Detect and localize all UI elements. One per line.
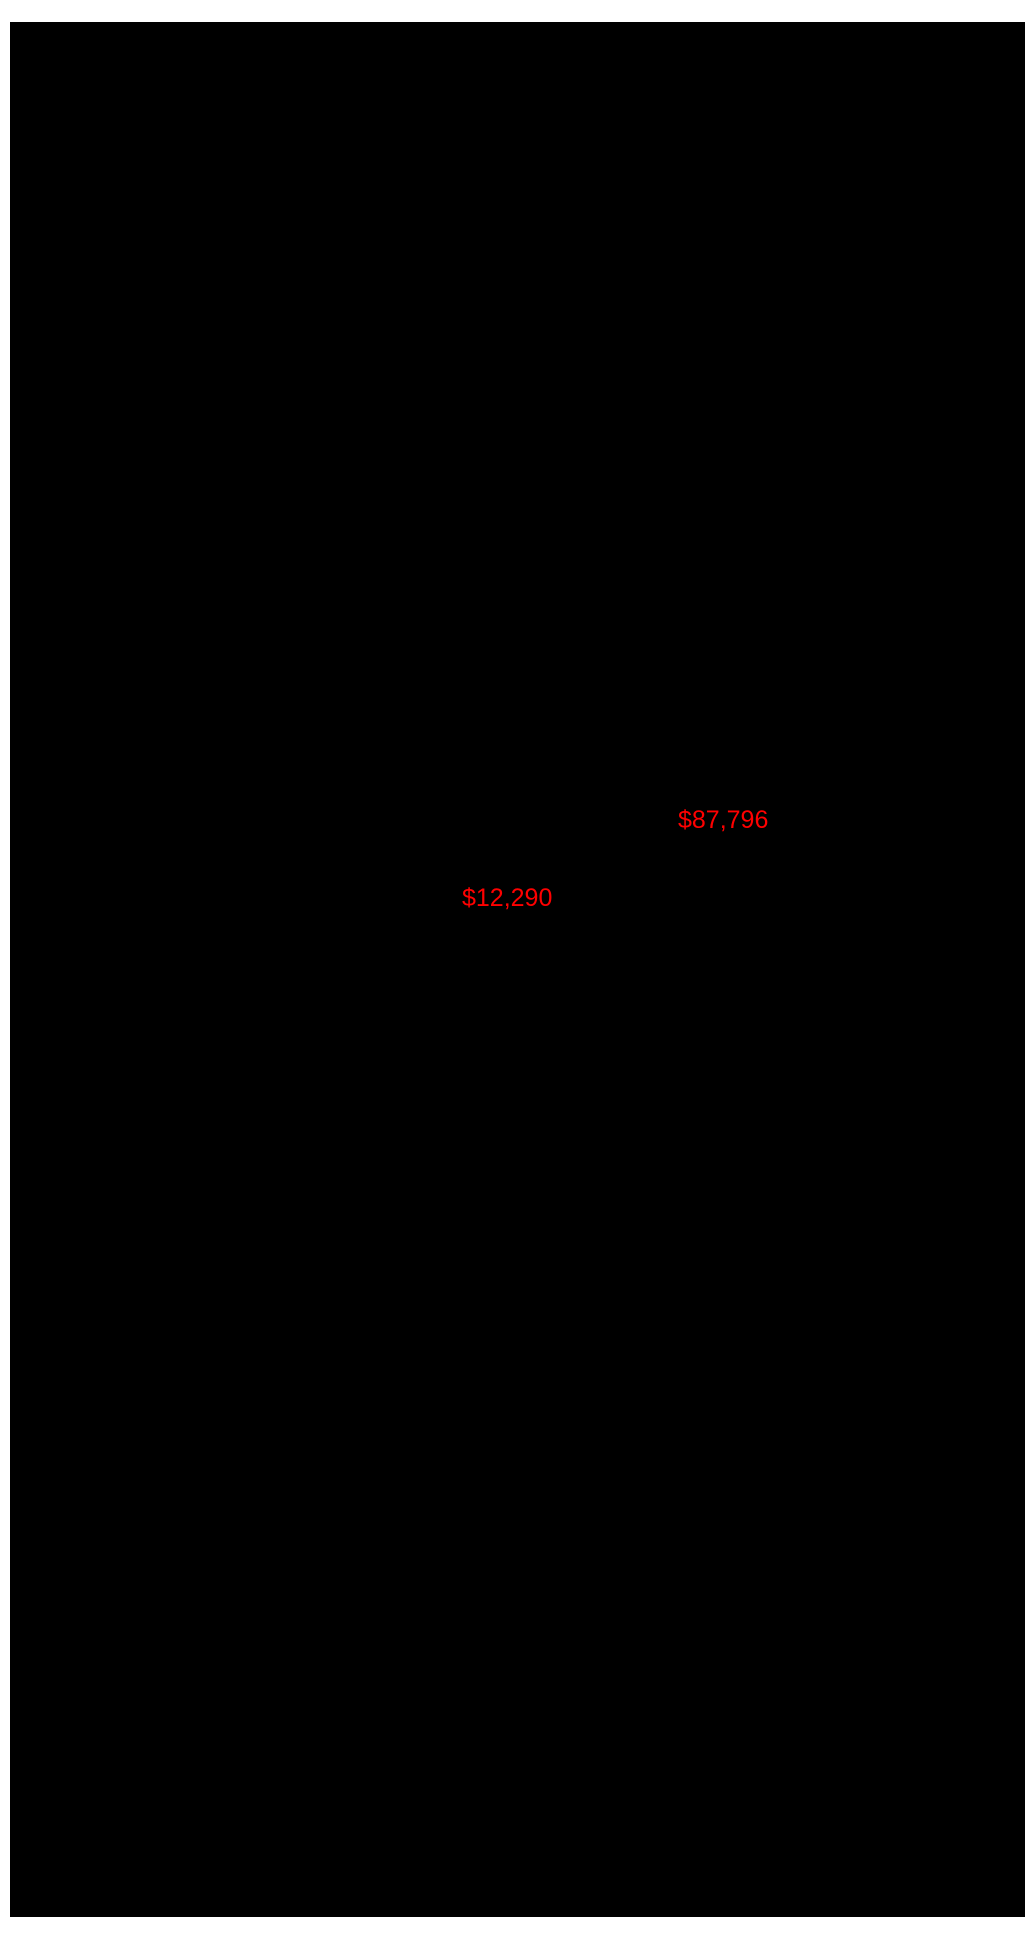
plot-area	[10, 22, 1025, 1917]
chart-x-axis-label	[10, 22, 11, 23]
chart-title	[10, 22, 11, 23]
data-label-value-2: $12,290	[462, 884, 553, 912]
data-label-value-1: $87,796	[678, 806, 769, 834]
chart-y-axis-label	[10, 22, 11, 23]
